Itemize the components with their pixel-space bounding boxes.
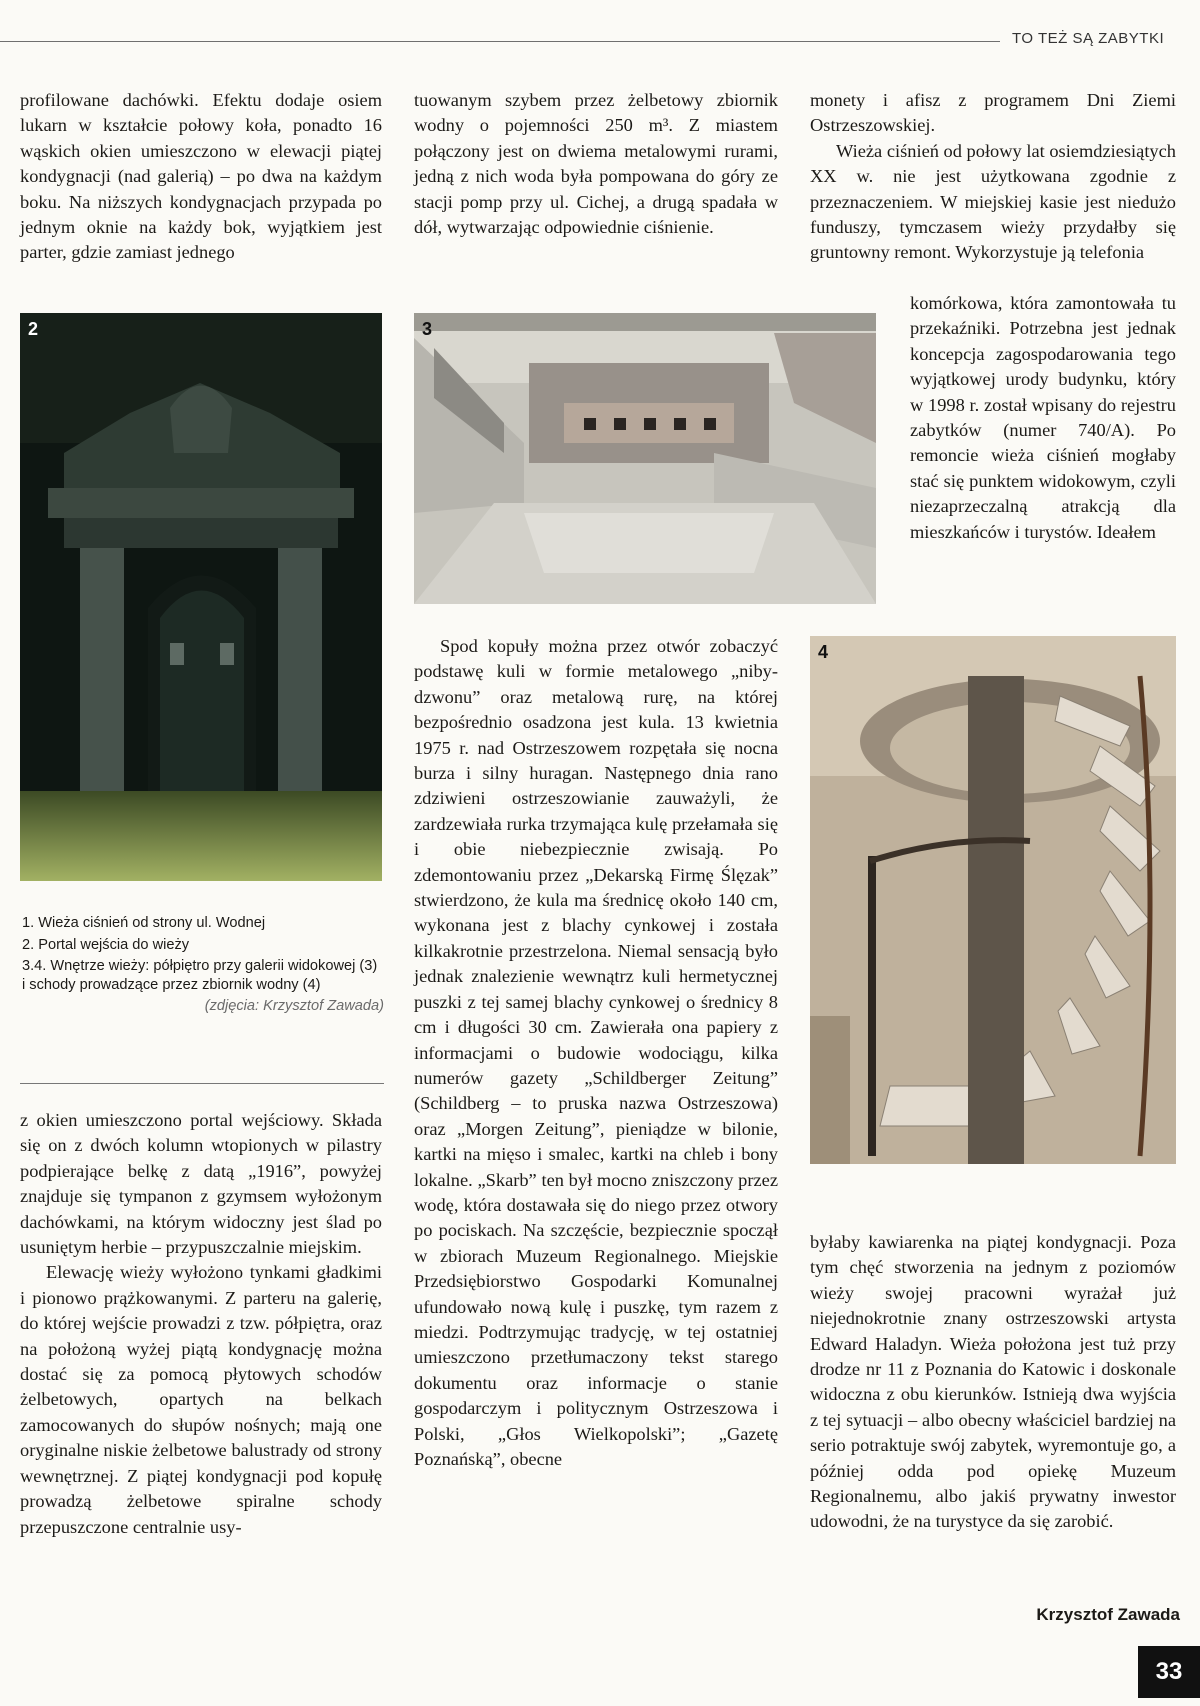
caption-1: 1. Wieża ciśnień od strony ul. Wodnej xyxy=(22,915,266,931)
column3-bottom xyxy=(810,1230,1176,1535)
photo-number: 4 xyxy=(818,642,829,662)
column1-top xyxy=(20,88,382,266)
photo-spiral-stairs xyxy=(810,636,1176,1164)
caption-3: 3.4. Wnętrze wieży: półpiętro przy galerii widokowej (3) i schody prowadzące przez zbiornik wodny (4) xyxy=(22,958,378,993)
paragraph: byłaby kawiarenka na piątej kondygnacji. Poza tym chęć stworzenia na jednym z poziomów wieży swojej pracowni wyrażał już niejednokrotnie znany ostrzeszowski artysta Edward Haladyn. Wieża położona jest tuż przy drodze nr 11 z Poznania do Katowic i doskonale widoczna z obu kierunków. Istnieją dwa wyjścia z tej sytuacji – albo obecny właściciel bardziej na serio potraktuje swój zabytek, wyremontuje go, a później odda pod opiekę Muzeum Regionalnemu, albo jakiś prywatny inwestor udowodni, że na turystyce da się zarobić. xyxy=(810,1232,1176,1532)
spiral-stairs-photo-image xyxy=(810,636,1176,1164)
section-title: TO TEŻ SĄ ZABYTKI xyxy=(1012,30,1165,47)
photo-landing xyxy=(414,313,876,604)
portal-photo-image xyxy=(20,313,382,881)
column3-wrap xyxy=(910,291,1176,545)
photo-number: 2 xyxy=(28,319,39,339)
caption-2: 2. Portal wejścia do wieży xyxy=(22,936,190,953)
column2-top xyxy=(414,88,778,240)
paragraph: Wieża ciśnień od połowy lat osiemdziesiątych XX w. nie jest użytkowana zgodnie z przeznaczeniem. W miejskiej kasie jest niedużo funduszy, tymczasem wieży przydałby się gruntowny remont. Wykorzystuje ją telefonia xyxy=(810,140,1176,263)
caption-rule xyxy=(20,1083,384,1084)
header-rule xyxy=(0,41,1000,42)
paragraph: Spod kopuły można przez otwór zobaczyć podstawę kuli w formie metalowego „niby-dzwonu” oraz metalową rurę, na której bezpośrednio osadzona jest kula. 13 kwietnia 1975 r. nad Ostrzeszowem rozpętała się nocna burza i silny huragan. Następnego dnia rano zdziwieni ostrzeszowianie zauważyli, że zardzewiała rurka trzymająca kulę przełamała się i obie niebezpiecznie zwisają. Po zdemontowaniu przez „Dekarską Firmę Ślęzak” stwierdzono, że kula ma średnicę około 140 cm, wykonana jest z blachy cynkowej i została kilkakrotnie przestrzelona. Niemal sensacją było jednak znalezienie wewnątrz kuli hermetycznej puszki z tej samej blachy cynkowej o średnicy 8 cm i długości 30 cm. Zawierała ona papiery z informacjami o budowie wodociągu, kilka numerów gazety „Schildberger Zeitung” (Schildberg – to pruska nazwa Ostrzeszowa) oraz „Morgen Zeitung”, pieniądze w bilonie, kartki na mięso i smalec, kartki na chleb i bony lokalne. „Skarb” ten był mocno zniszczony przez wodę, która dostawała się do niego przez otwory po pociskach. Na szczęście, bezpiecznie spoczął w zbiorach Muzeum Regionalnego. Miejskie Przedsiębiorstwo Gospodarki Komunalnej ufundowało nową kulę i puszkę, tym razem z miedzi. Podtrzymując tradycję, w tej ostatniej umieszczono przetłumaczony tekst starego dokumentu oraz informacje o stanie gospodarczym i politycznym Ostrzeszowa i Polski, „Głos Wielkopolski”; „Gazetę Poznańską”, obecne xyxy=(414,636,778,1469)
paragraph: z okien umieszczono portal wejściowy. Składa się on z dwóch kolumn wtopionych w pilastry podpierające belkę z datą „1916”, powyżej znajduje się tympanon z gzymsem wyłożonym dachówkami, na którym widoczny jest ślad po usuniętym herbie – przypuszczalnie miejskim. xyxy=(20,1110,382,1258)
landing-photo-image xyxy=(414,313,876,604)
paragraph: profilowane dachówki. Efektu dodaje osiem lukarn w kształcie połowy koła, ponadto 16 wąskich okien umieszczono w elewacji piątej kondygnacji (nad galerią) – po dwa na każdym boku. Na niższych kondygnacjach przypada po jednym oknie na każdy bok, wyjątkiem jest parter, gdzie zamiast jednego xyxy=(20,90,382,263)
paragraph: komórkowa, która zamontowała tu przekaźniki. Potrzebna jest jednak koncepcja zagospodarowania tego wyjątkowej urody budynku, który w 1998 r. został wpisany do rejestru zabytków (numer 740/A). Po remoncie wieża ciśnień mogłaby stać się punktem widokowym, czyli niezaprzeczalną atrakcją dla mieszkańców i turystów. Ideałem xyxy=(910,293,1176,542)
paragraph: Elewację wieży wyłożono tynkami gładkimi i pionowo prążkowanymi. Z parteru na galerię, do której wejście prowadzi z tzw. półpiętra, oraz na położoną wyżej piątą kondygnację można dostać się za pomocą płytowych schodów żelbetowych, opartych na belkach zamocowanych do słupów nośnych; mają one oryginalne niskie żelbetowe balustrady od strony wewnętrznej. Z piątej kondygnacji pod kopułę prowadzą żelbetowe spiralne schody przepuszczone centralnie usy- xyxy=(20,1262,382,1537)
author-signature: Krzysztof Zawada xyxy=(1036,1605,1180,1624)
paragraph: monety i afisz z programem Dni Ziemi Ostrzeszowskiej. xyxy=(810,90,1176,136)
photo-portal xyxy=(20,313,382,881)
column1-bottom xyxy=(20,1108,382,1540)
photo-number: 3 xyxy=(422,319,433,339)
photo-captions xyxy=(22,914,384,1019)
photo-credit: (zdjęcia: Krzysztof Zawada) xyxy=(204,998,384,1015)
column2-bottom xyxy=(414,634,778,1472)
paragraph: tuowanym szybem przez żelbetowy zbiornik wodny o pojemności 250 m³. Z miastem połączony jest on dwiema metalowymi rurami, jedną z nich woda była pompowana do góry ze stacji pomp przy ul. Cichej, a drugą spadała w dół, wytwarzając odpowiednie ciśnienie. xyxy=(414,90,778,238)
column3-top xyxy=(810,88,1176,266)
page-number: 33 xyxy=(1138,1646,1200,1698)
